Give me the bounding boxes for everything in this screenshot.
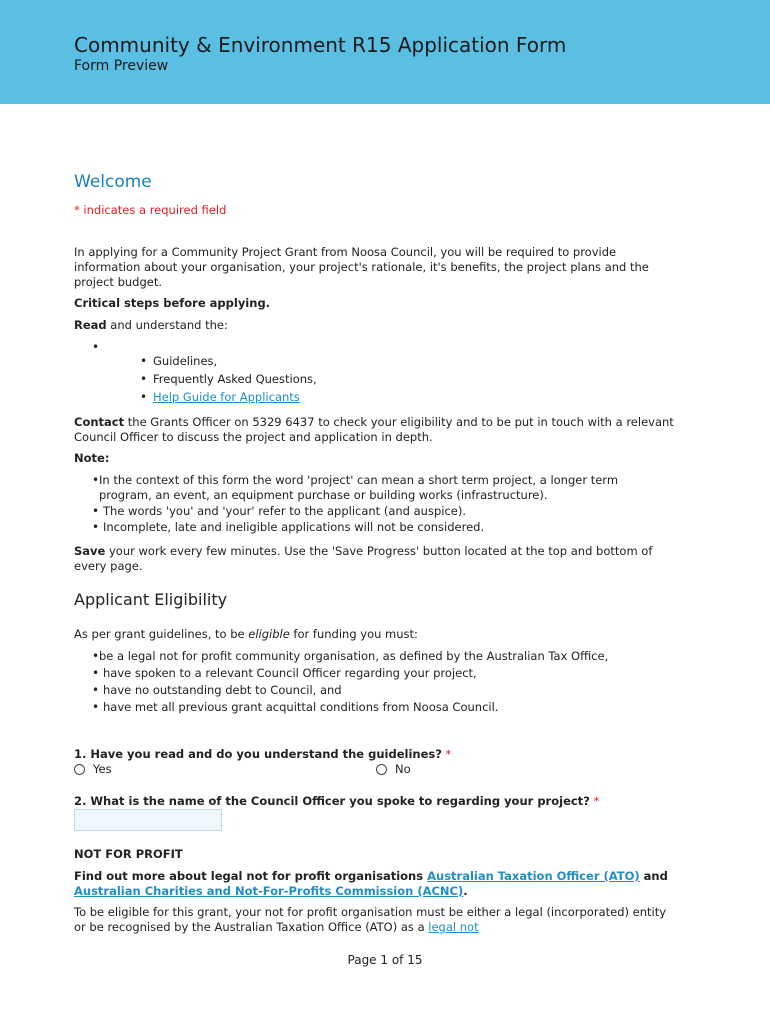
header-banner xyxy=(0,0,770,104)
legal-not-for-profit-link[interactable]: legal not xyxy=(428,920,479,934)
read-sublist xyxy=(74,354,674,405)
intro-paragraph: In applying for a Community Project Grant from Noosa Council, you will be required to provide information about your organisation, your project's rationale, it's benefits, the project plans and the project budget. xyxy=(74,245,649,289)
save-paragraph: Save your work every few minutes. Use the 'Save Progress' button located at the top and bottom of every page. xyxy=(74,544,653,573)
page-number: Page 1 of 15 xyxy=(347,953,423,967)
list-item: • be a legal not for profit community organisation, as defined by the Australian Tax Office, xyxy=(74,649,654,664)
radio-circle-icon[interactable] xyxy=(74,764,85,775)
contact-paragraph: Contact the Grants Officer on 5329 6437 to check your eligibility and to be put in touch with a relevant Council Officer to discuss the project and application in depth. xyxy=(74,415,674,444)
list-item: • have met all previous grant acquittal conditions from Noosa Council. xyxy=(74,700,654,715)
form-title: Community & Environment R15 Application Form xyxy=(74,33,567,57)
radio-yes[interactable] xyxy=(74,762,112,777)
eligibility-list xyxy=(74,649,654,715)
radio-circle-icon[interactable] xyxy=(376,764,387,775)
q2-field-wrap xyxy=(74,809,674,831)
q1-label: 1. Have you read and do you understand the guidelines? * xyxy=(74,747,452,761)
radio-no[interactable] xyxy=(376,762,411,777)
nfp-body: To be eligible for this grant, your not for profit organisation must be either a legal (incorporated) entity or be recognised by the Australian Taxation Office (ATO) as a legal not xyxy=(74,905,667,934)
eligibility-heading: Applicant Eligibility xyxy=(74,590,228,609)
list-item: • have no outstanding debt to Council, and xyxy=(74,683,654,698)
help-guide-link[interactable]: Help Guide for Applicants xyxy=(153,390,300,404)
list-item: • have spoken to a relevant Council Officer regarding your project, xyxy=(74,666,654,681)
radio-no-label: No xyxy=(395,762,411,776)
q2-label: 2. What is the name of the Council Officer you spoke to regarding your project? * xyxy=(74,794,600,808)
list-item: • Incomplete, late and ineligible applications will not be considered. xyxy=(74,520,662,535)
required-field-note: * indicates a required field xyxy=(74,203,227,217)
list-item-empty xyxy=(74,340,674,355)
critical-steps-heading: Critical steps before applying. xyxy=(74,296,271,310)
acnc-link[interactable]: Australian Charities and Not-For-Profits Commission (ACNC) xyxy=(74,884,464,898)
note-label: Note: xyxy=(74,451,110,465)
nfp-heading: NOT FOR PROFIT xyxy=(74,847,183,861)
notes-list xyxy=(74,473,662,535)
read-list xyxy=(74,340,674,355)
nfp-find-more: Find out more about legal not for profit organisations Australian Taxation Officer (ATO) and Australian Charities and Not-For-Profits Commission (ACNC). xyxy=(74,869,668,898)
list-item: • Guidelines, xyxy=(74,354,674,369)
radio-yes-label: Yes xyxy=(93,762,112,776)
list-item: • Frequently Asked Questions, xyxy=(74,372,674,387)
welcome-heading: Welcome xyxy=(74,172,152,192)
council-officer-input[interactable] xyxy=(74,809,222,831)
form-subtitle: Form Preview xyxy=(74,58,169,74)
read-instruction: Read and understand the: xyxy=(74,318,228,332)
list-item: • The words 'you' and 'your' refer to the applicant (and auspice). xyxy=(74,504,662,519)
list-item xyxy=(74,390,674,405)
ato-link[interactable]: Australian Taxation Officer (ATO) xyxy=(427,869,640,883)
list-item: • In the context of this form the word 'project' can mean a short term project, a longer term program, an event, an equipment purchase or building works (infrastructure). xyxy=(74,473,662,503)
eligibility-intro: As per grant guidelines, to be eligible for funding you must: xyxy=(74,627,418,641)
